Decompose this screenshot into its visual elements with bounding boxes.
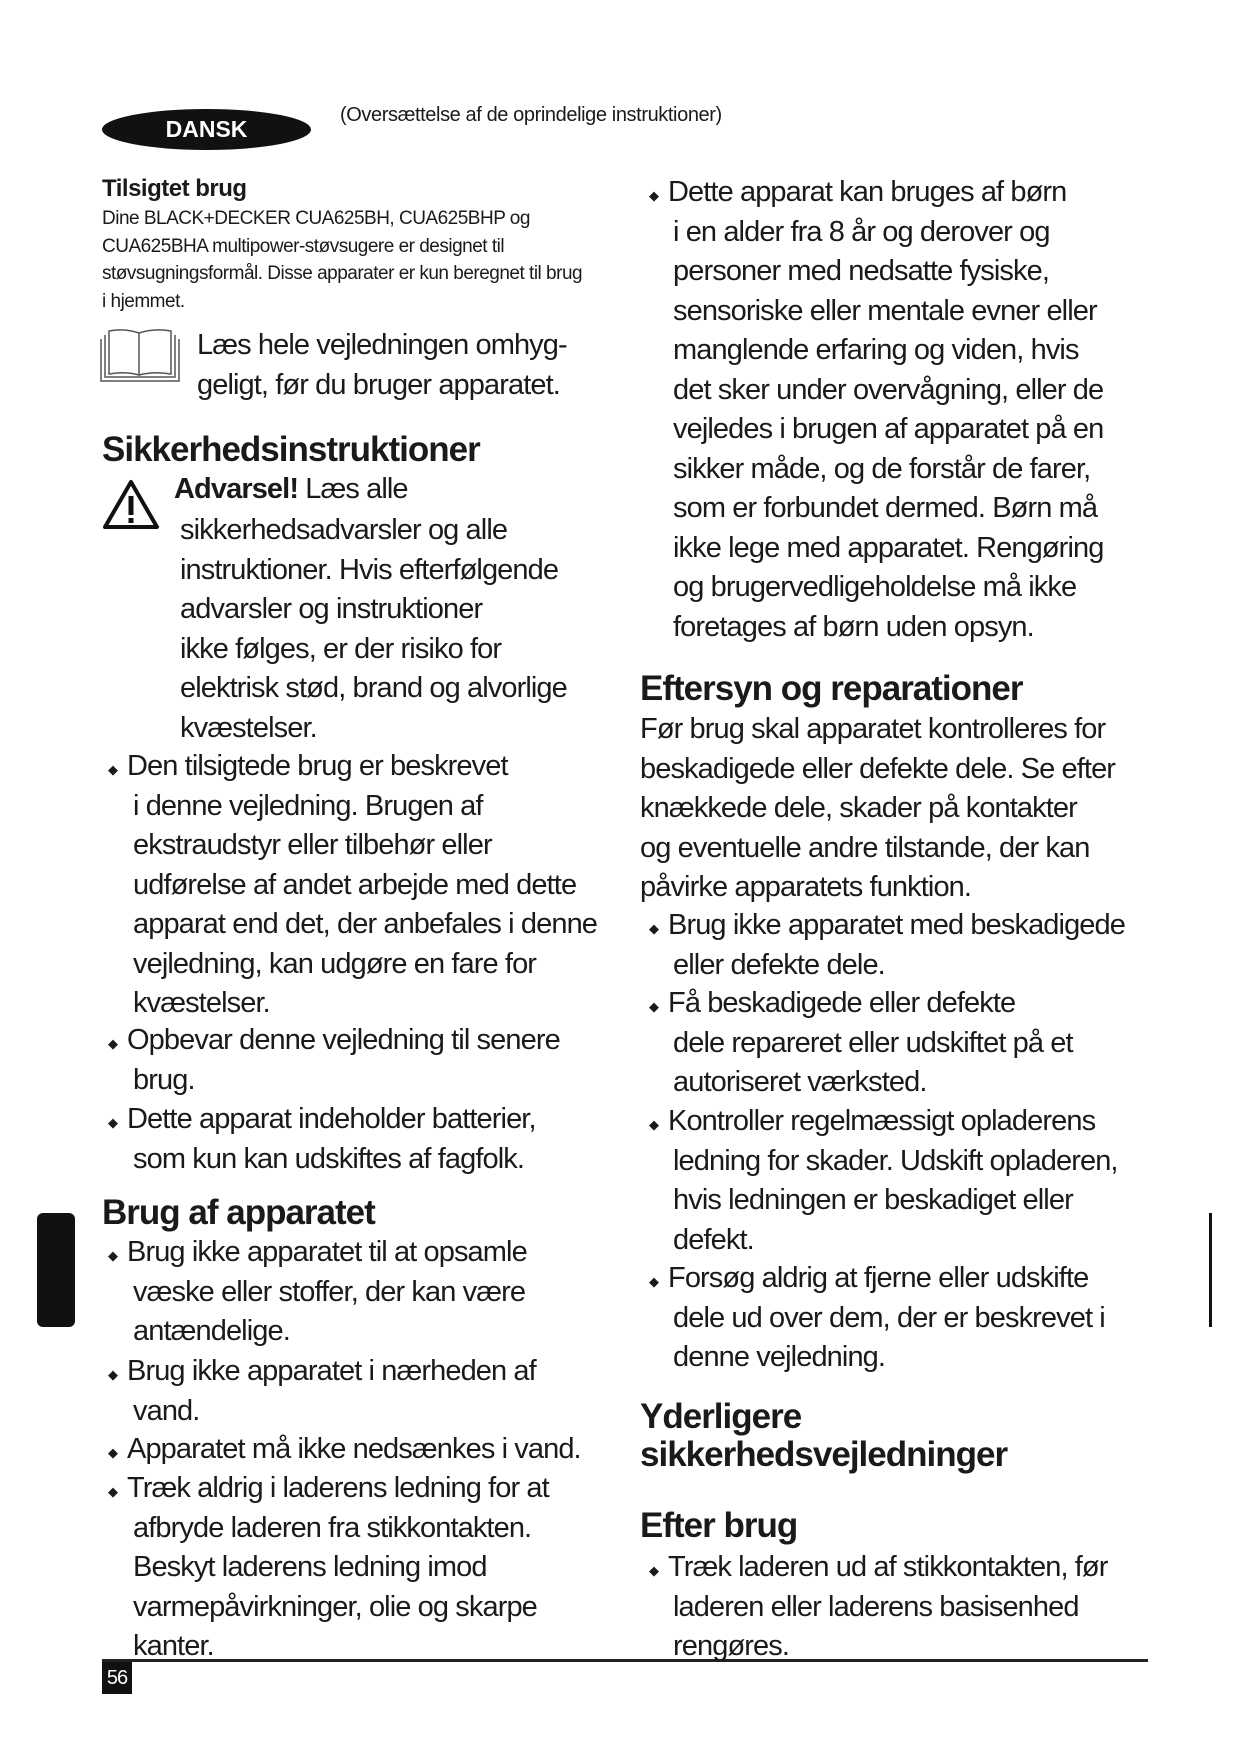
inspection-text: knækkede dele, skader på kontakter — [640, 792, 1077, 824]
bullet-icon: ◆ — [649, 1117, 659, 1132]
bullet-item-line: eller defekte dele. — [673, 948, 885, 981]
language-label: DANSK — [165, 116, 248, 142]
additional-safety-heading: Yderligere — [640, 1397, 802, 1436]
bullet-icon: ◆ — [649, 921, 659, 936]
intended-use-text: Dine BLACK+DECKER CUA625BH, CUA625BHP og — [102, 208, 530, 229]
warning-text-line: advarsler og instruktioner — [180, 593, 483, 625]
bullet-icon: ◆ — [649, 1274, 659, 1289]
bullet-icon: ◆ — [108, 1445, 118, 1460]
inspection-text: og eventuelle andre tilstande, der kan — [640, 831, 1090, 864]
bullet-item-line: Beskyt laderens ledning imod — [133, 1551, 487, 1583]
read-manual-text: Læs hele vejledningen omhyg- — [197, 329, 567, 361]
bullet-item-line: ekstraudstyr eller tilbehør eller — [133, 829, 492, 861]
margin-marker — [1209, 1213, 1212, 1327]
warning-text-line: ikke følges, er der risiko for — [180, 632, 502, 665]
bullet-item-line: dele ud over dem, der er beskrevet i — [673, 1301, 1105, 1334]
bullet-item-line: dele repareret eller udskiftet på et — [673, 1026, 1073, 1059]
read-manual-text: geligt, før du bruger apparatet. — [197, 369, 560, 401]
translation-note: (Oversættelse af de oprindelige instruktioner) — [340, 104, 722, 126]
warning-label: Advarsel! — [174, 473, 299, 505]
bullet-item-line: Få beskadigede eller defekte — [668, 987, 1016, 1019]
inspection-text: Før brug skal apparatet kontrolleres for — [640, 713, 1106, 745]
language-side-tab — [37, 1213, 75, 1327]
bullet-item-line: Træk aldrig i laderens ledning for at — [127, 1472, 549, 1504]
warning-first-line — [174, 470, 408, 510]
bullet-item-line: Brug ikke apparatet i nærheden af — [127, 1355, 536, 1387]
page-number — [102, 1662, 132, 1694]
bullet-item-line: sensoriske eller mentale evner eller — [673, 294, 1097, 327]
bullet-item-line: det sker under overvågning, eller de — [673, 373, 1104, 406]
bullet-item-line: defekt. — [673, 1223, 754, 1256]
warning-text-line: instruktioner. Hvis efterfølgende — [180, 553, 559, 586]
safety-heading: Sikkerhedsinstruktioner — [102, 430, 480, 469]
bullet-item-line: ledning for skader. Udskift opladeren, — [673, 1144, 1118, 1177]
bullet-item-line: udførelse af andet arbejde med dette — [133, 868, 577, 901]
bullet-icon: ◆ — [108, 1115, 118, 1130]
after-use-heading: Efter brug — [640, 1506, 798, 1545]
bullet-item-line: manglende erfaring og viden, hvis — [673, 334, 1079, 366]
bullet-item-line: afbryde laderen fra stikkontakten. — [133, 1511, 532, 1544]
bullet-icon: ◆ — [649, 999, 659, 1014]
bullet-icon: ◆ — [108, 1036, 118, 1051]
bullet-item-line: personer med nedsatte fysiske, — [673, 255, 1049, 287]
warning-text-line: sikkerhedsadvarsler og alle — [180, 514, 508, 546]
bullet-item-line: og brugervedligeholdelse må ikke — [673, 571, 1077, 603]
bullet-item-line: i denne vejledning. Brugen af — [133, 789, 483, 822]
bullet-item-line: Brug ikke apparatet med beskadigede — [668, 909, 1125, 941]
bullet-item-line: hvis ledningen er beskadiget eller — [673, 1184, 1073, 1216]
bullet-item-line: kanter. — [133, 1630, 214, 1662]
inspection-heading: Eftersyn og reparationer — [640, 669, 1023, 708]
bullet-item-line: apparat end det, der anbefales i denne — [133, 908, 598, 940]
bullet-icon: ◆ — [649, 1563, 659, 1578]
bullet-item-line: Dette apparat indeholder batterier, — [127, 1103, 536, 1135]
bullet-item-line: i en alder fra 8 år og derover og — [673, 215, 1050, 248]
language-badge — [102, 109, 311, 150]
inspection-text: påvirke apparatets funktion. — [640, 871, 972, 903]
bullet-item-line: kvæstelser. — [133, 987, 270, 1019]
bullet-item-line: brug. — [133, 1063, 195, 1096]
bullet-item-line: Apparatet må ikke nedsænkes i vand. — [127, 1433, 581, 1465]
bullet-item-line: Forsøg aldrig at fjerne eller udskifte — [668, 1262, 1089, 1294]
bullet-item-line: rengøres. — [673, 1630, 789, 1662]
warning-icon — [102, 479, 160, 535]
bullet-item-line: denne vejledning. — [673, 1341, 886, 1373]
intended-use-text: støvsugningsformål. Disse apparater er kun beregnet til brug — [102, 263, 583, 284]
bullet-item-line: ikke lege med apparatet. Rengøring — [673, 531, 1104, 564]
bullet-icon: ◆ — [108, 1484, 118, 1499]
bullet-icon: ◆ — [649, 188, 659, 203]
bullet-item-line: Træk laderen ud af stikkontakten, før — [668, 1551, 1108, 1583]
bullet-item-line: Opbevar denne vejledning til senere — [127, 1024, 560, 1056]
bullet-item-line: varmepåvirkninger, olie og skarpe — [133, 1590, 537, 1623]
book-icon — [99, 327, 181, 389]
bullet-icon: ◆ — [108, 762, 118, 777]
additional-safety-heading: sikkerhedsvejledninger — [640, 1435, 1008, 1474]
bullet-icon: ◆ — [108, 1248, 118, 1263]
intended-use-text: CUA625BHA multipower-støvsugere er designet til — [102, 235, 505, 257]
bullet-item-line: laderen eller laderens basisenhed — [673, 1590, 1079, 1623]
bullet-item-line: foretages af børn uden opsyn. — [673, 610, 1034, 643]
bullet-item-line: Brug ikke apparatet til at opsamle — [127, 1236, 527, 1268]
bullet-item-line: Kontroller regelmæssigt opladerens — [668, 1105, 1096, 1137]
warning-text: Læs alle — [298, 473, 408, 505]
footer-rule — [102, 1659, 1148, 1662]
usage-heading: Brug af apparatet — [102, 1193, 375, 1232]
bullet-icon: ◆ — [108, 1367, 118, 1382]
bullet-item-line: som kun kan udskiftes af fagfolk. — [133, 1142, 525, 1175]
bullet-item-line: vejledning, kan udgøre en fare for — [133, 947, 537, 980]
bullet-item-line: vand. — [133, 1394, 200, 1427]
bullet-item-line: autoriseret værksted. — [673, 1066, 927, 1098]
bullet-item-line: sikker måde, og de forstår de farer, — [673, 452, 1091, 485]
intended-use-heading: Tilsigtet brug — [102, 175, 247, 202]
bullet-item-line: Den tilsigtede brug er beskrevet — [127, 750, 508, 782]
bullet-item-line: som er forbundet dermed. Børn må — [673, 492, 1098, 524]
warning-text-line: kvæstelser. — [180, 711, 317, 744]
bullet-item-line: væske eller stoffer, der kan være — [133, 1275, 526, 1308]
warning-text-line: elektrisk stød, brand og alvorlige — [180, 672, 567, 704]
intended-use-text: i hjemmet. — [102, 290, 185, 312]
bullet-item-line: vejledes i brugen af apparatet på en — [673, 413, 1104, 445]
bullet-item-line: Dette apparat kan bruges af børn — [668, 176, 1067, 208]
inspection-text: beskadigede eller defekte dele. Se efter — [640, 752, 1116, 785]
page-number-text: 56 — [106, 1666, 128, 1689]
bullet-item-line: antændelige. — [133, 1315, 290, 1347]
